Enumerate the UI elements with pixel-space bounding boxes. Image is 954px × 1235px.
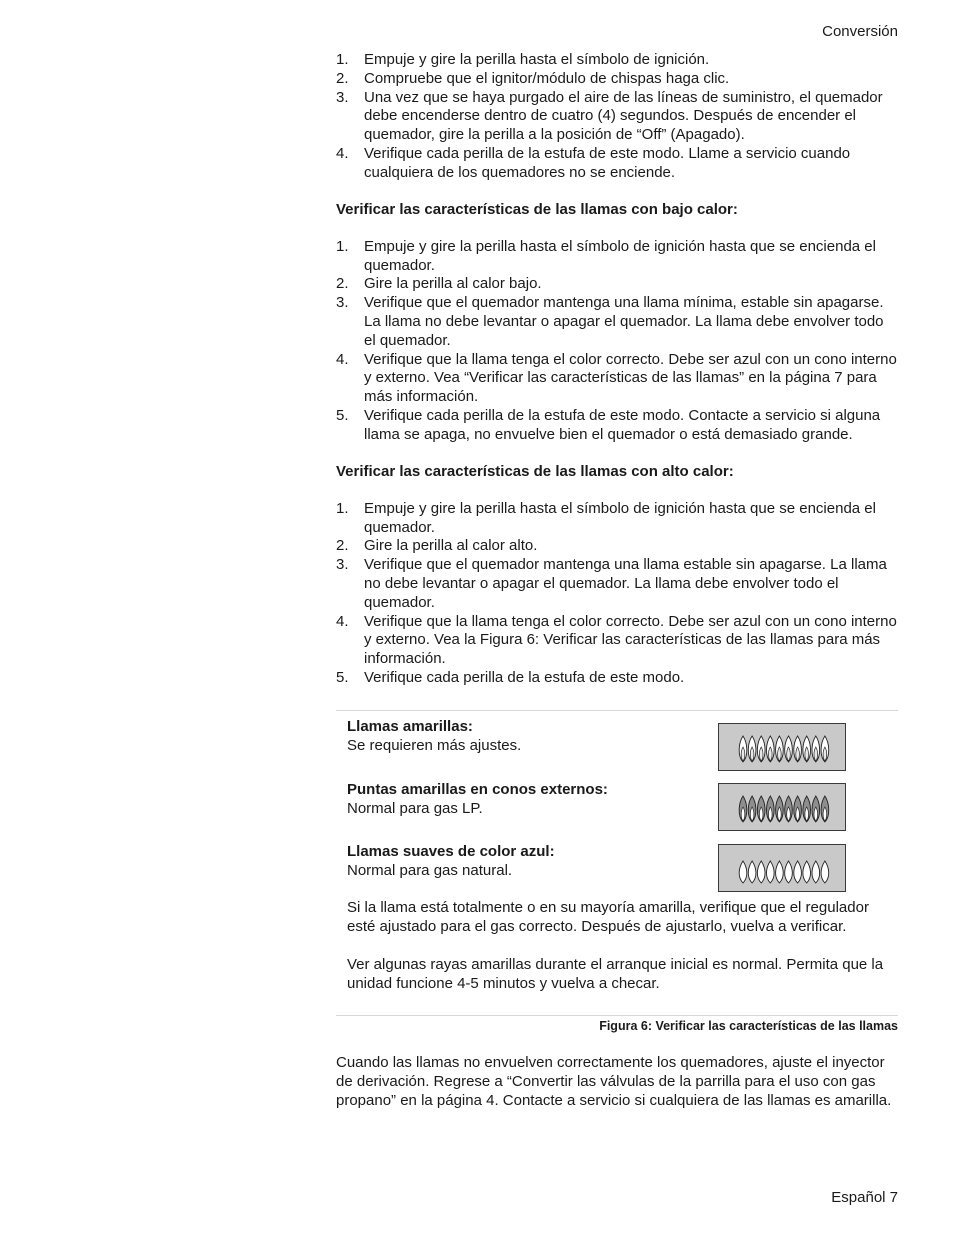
yellow-flames-icon: [718, 723, 846, 771]
soft-blue-flames-icon: [718, 844, 846, 892]
low-heat-section: [336, 201, 898, 445]
list-item: 1. Empuje y gire la perilla hasta el símbolo de ignición hasta que se encienda el quemador.: [336, 237, 876, 274]
flame-row-yellow: Llamas amarillas: Se requieren más ajustes.: [347, 718, 522, 754]
list-item: 1. Empuje y gire la perilla hasta el símbolo de ignición.: [336, 51, 710, 68]
list-item: 2. Compruebe que el ignitor/módulo de chispas haga clic.: [336, 69, 730, 87]
list-item: 3. Verifique que el quemador mantenga una llama estable sin apagarse. La llama no debe levantar o apagar el quemador. La llama debe envolver todo el quemador.: [336, 556, 887, 611]
low-heat-heading: Verificar las características de las llamas con bajo calor:: [336, 201, 738, 218]
list-item: 2. Gire la perilla al calor bajo.: [336, 275, 542, 293]
page-footer: Español 7: [831, 1189, 898, 1206]
list-item: 2. Gire la perilla al calor alto.: [336, 537, 538, 555]
intro-steps-block: [336, 51, 898, 183]
flame-row-soft-blue: Llamas suaves de color azul: Normal para gas natural.: [347, 843, 555, 879]
list-item: 3. Verifique que el quemador mantenga una llama mínima, estable sin apagarse. La llama no debe levantar o apagar el quemador. La llama debe envolver todo el quemador.: [336, 294, 884, 349]
high-heat-steps-list: [336, 500, 898, 688]
high-heat-heading: Verificar las características de las llamas con alto calor:: [336, 463, 734, 480]
list-item: 1. Empuje y gire la perilla hasta el símbolo de ignición hasta que se encienda el quemador.: [336, 499, 876, 536]
flame-row-yellow-tips: Puntas amarillas en conos externos: Normal para gas LP.: [347, 781, 608, 817]
list-item: 4. Verifique que la llama tenga el color correcto. Debe ser azul con un cono interno y externo. Vea “Verificar las características de las llamas” en la página 7 para más información.: [336, 350, 897, 406]
figure-caption: Figura 6: Verificar las características de las llamas: [599, 1019, 898, 1033]
low-heat-steps-list: [336, 238, 898, 445]
list-item: 3. Una vez que se haya purgado el aire de las líneas de suministro, el quemador debe encenderse dentro de cuatro (4) segundos. Después de encender el quemador, gire la perilla a la posición de “Off” (Apagado).: [336, 88, 883, 144]
closing-paragraph: Cuando las llamas no envuelven correctamente los quemadores, ajuste el inyector de derivación. Regrese a “Convertir las válvulas de la parrilla para el uso con gas propano” en la página 4. Contacte a servicio si cualquiera de las llamas es amarilla.: [336, 1054, 892, 1109]
figure-note-regulator: Si la llama está totalmente o en su mayoría amarilla, verifique que el regulador esté ajustado para el gas correcto. Después de ajustarlo, vuelva a verificar.: [347, 899, 869, 935]
list-item: 5. Verifique cada perilla de la estufa de este modo. Contacte a servicio si alguna llama se apaga, no envuelve bien el quemador o está demasiado grande.: [336, 406, 881, 443]
list-item: 5. Verifique cada perilla de la estufa de este modo.: [336, 668, 685, 686]
list-item: 4. Verifique cada perilla de la estufa de este modo. Llame a servicio cuando cualquiera de los quemadores no se enciende.: [336, 144, 851, 181]
intro-steps-list: [336, 51, 898, 183]
high-heat-section: [336, 463, 898, 688]
figure-note-startup: Ver algunas rayas amarillas durante el arranque inicial es normal. Permita que la unidad funcione 4-5 minutos y vuelva a checar.: [347, 956, 884, 992]
yellow-tip-flames-icon: [718, 783, 846, 831]
figure-6: [336, 710, 898, 1016]
section-header: Conversión: [822, 23, 898, 40]
list-item: 4. Verifique que la llama tenga el color correcto. Debe ser azul con un cono interno y externo. Vea la Figura 6: Verificar las características de las llamas para más información.: [336, 612, 897, 668]
